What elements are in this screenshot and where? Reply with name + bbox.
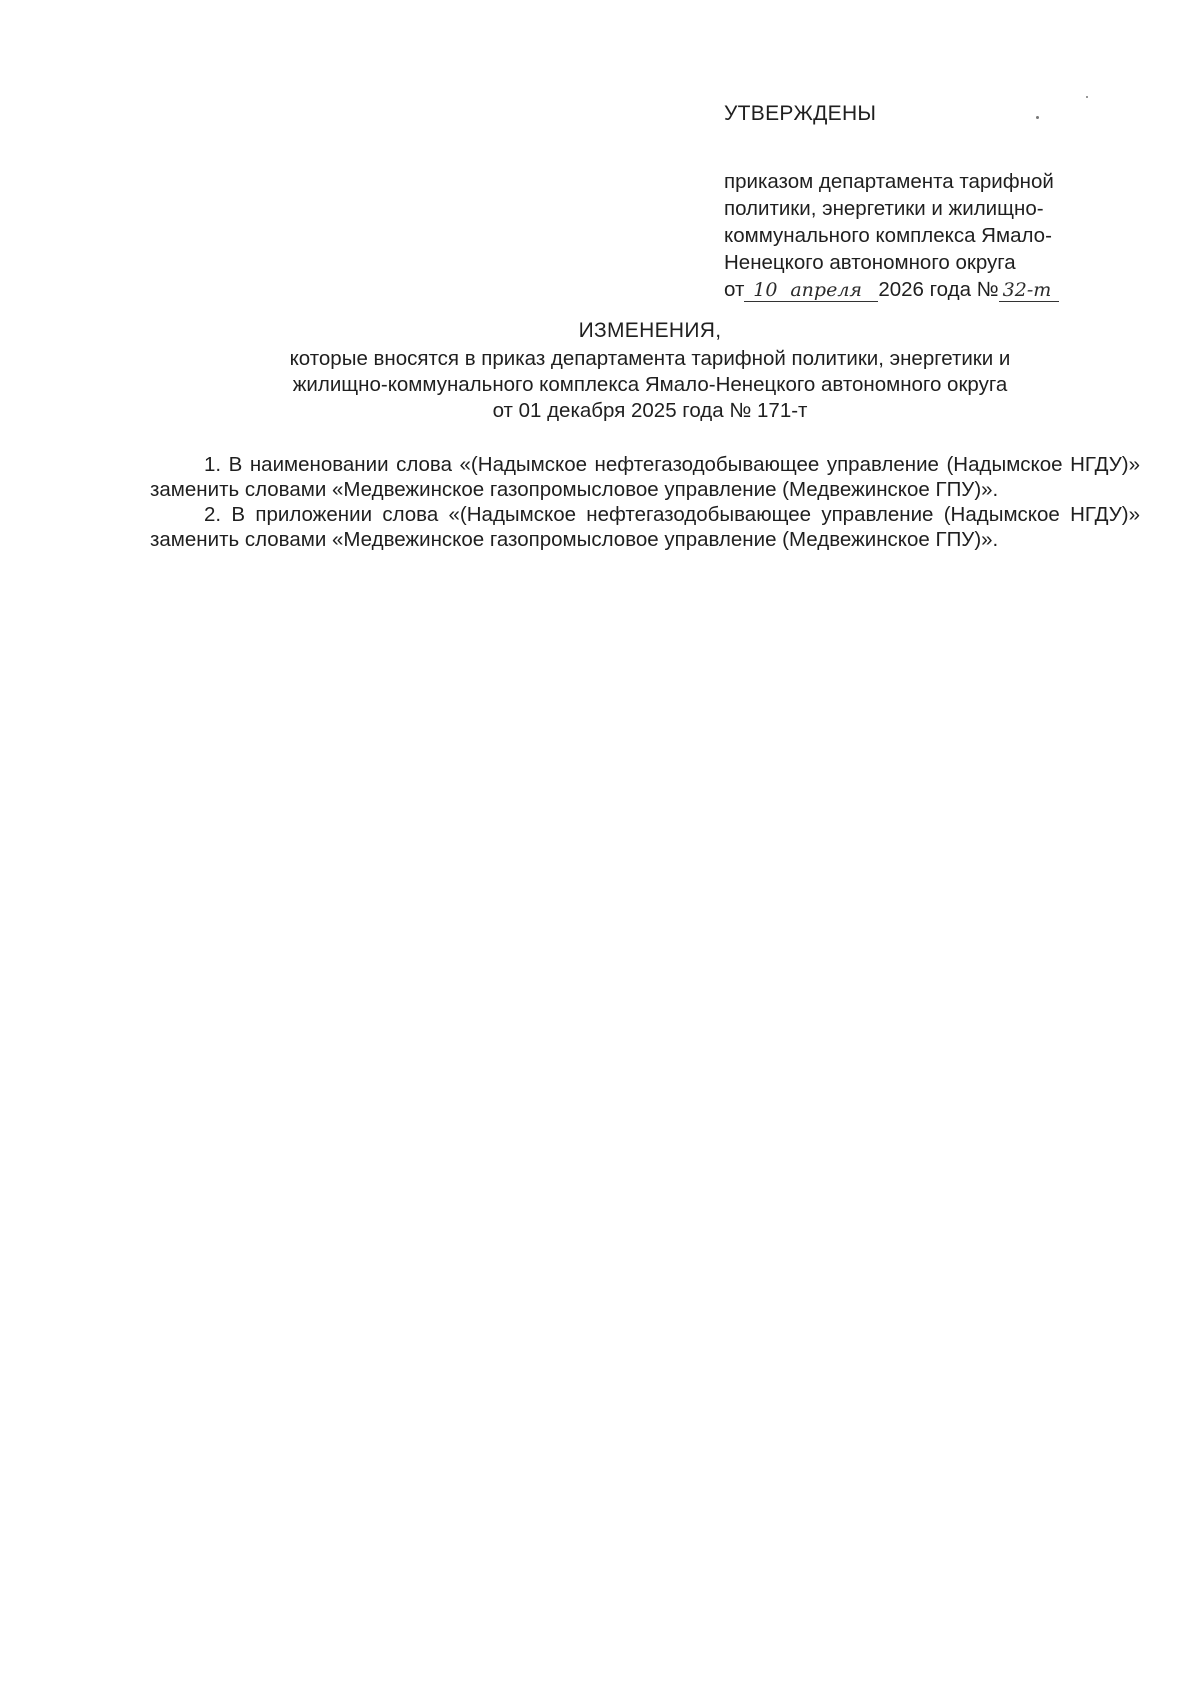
- handwritten-order-number: 32-т: [999, 279, 1059, 302]
- approval-text: [724, 168, 1144, 303]
- handwritten-month: апреля: [786, 279, 878, 302]
- approval-title: УТВЕРЖДЕНЫ: [724, 102, 877, 125]
- date-year-text: 2026 года №: [878, 278, 999, 301]
- approval-line: коммунального комплекса Ямало-: [724, 224, 1052, 247]
- heading-title: ИЗМЕНЕНИЯ,: [578, 319, 722, 342]
- handwritten-day: 10: [744, 279, 786, 302]
- approval-date-line: [724, 276, 1144, 303]
- scan-speck: [1086, 96, 1088, 98]
- document-body: [150, 452, 1140, 552]
- heading-line: которые вносятся в приказ департамента тарифной политики, энергетики и: [289, 347, 1011, 370]
- approval-line: Ненецкого автономного округа: [724, 251, 1016, 274]
- heading-line: от 01 декабря 2025 года № 171-т: [492, 399, 808, 422]
- approval-line: приказом департамента тарифной: [724, 170, 1054, 193]
- amendment-item-2: 2. В приложении слова «(Надымское нефтегазодобывающее управление (Надымское НГДУ)» заменить словами «Медвежинское газопромысловое управление (Медвежинское ГПУ)».: [150, 503, 1140, 551]
- approval-line: политики, энергетики и жилищно-: [724, 197, 1044, 220]
- document-heading: [150, 318, 1150, 424]
- date-prefix: от: [724, 278, 745, 301]
- amendment-item-1: 1. В наименовании слова «(Надымское нефтегазодобывающее управление (Надымское НГДУ)» заменить словами «Медвежинское газопромысловое управление (Медвежинское ГПУ)».: [150, 453, 1140, 501]
- approval-block: [724, 100, 1144, 303]
- heading-line: жилищно-коммунального комплекса Ямало-Ненецкого автономного округа: [292, 373, 1008, 396]
